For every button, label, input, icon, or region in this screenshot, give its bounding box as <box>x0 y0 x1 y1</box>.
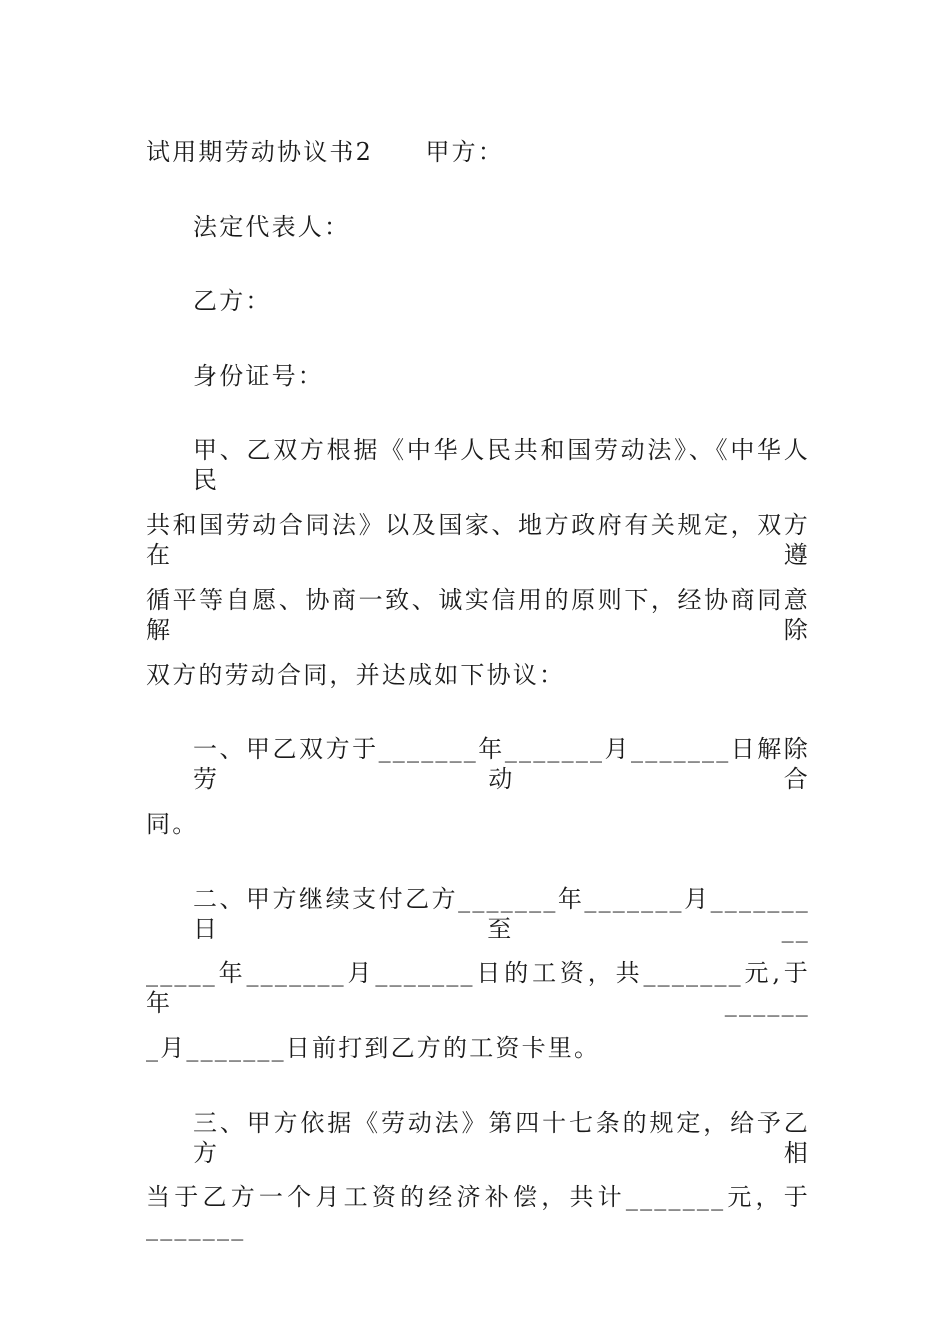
paragraph-intro-line-3: 循平等自愿、协商一致、诚实信用的原则下，经协商同意解除 <box>146 586 810 644</box>
paragraph-intro-line-2: 共和国劳动合同法》以及国家、地方政府有关规定，双方在遵 <box>146 511 810 569</box>
clause-1-line-1: 一、甲乙双方于_______年_______月_______日解除劳动合 <box>193 735 810 793</box>
id-number-line: 身份证号： <box>193 362 324 390</box>
clause-3-line-2: 当于乙方一个月工资的经济补偿，共计_______元，于_______ <box>146 1183 810 1241</box>
legal-representative-line: 法定代表人： <box>193 213 351 241</box>
party-b-line: 乙方： <box>193 287 272 315</box>
document-title-line: 试用期劳动协议书2 甲方： <box>146 138 505 166</box>
clause-3-line-1: 三、甲方依据《劳动法》第四十七条的规定，给予乙方相 <box>193 1109 810 1167</box>
paragraph-intro-line-1: 甲、乙双方根据《中华人民共和国劳动法》、《中华人民 <box>193 436 810 494</box>
clause-2-line-1: 二、甲方继续支付乙方_______年_______月_______日至__ <box>193 885 810 943</box>
clause-1-line-2: 同。 <box>146 810 199 838</box>
clause-2-line-3: _月_______日前打到乙方的工资卡里。 <box>146 1034 601 1062</box>
paragraph-intro-line-4: 双方的劳动合同，并达成如下协议： <box>146 661 566 689</box>
clause-2-line-2: _____年_______月_______日的工资，共_______元,于年______ <box>146 959 810 1017</box>
